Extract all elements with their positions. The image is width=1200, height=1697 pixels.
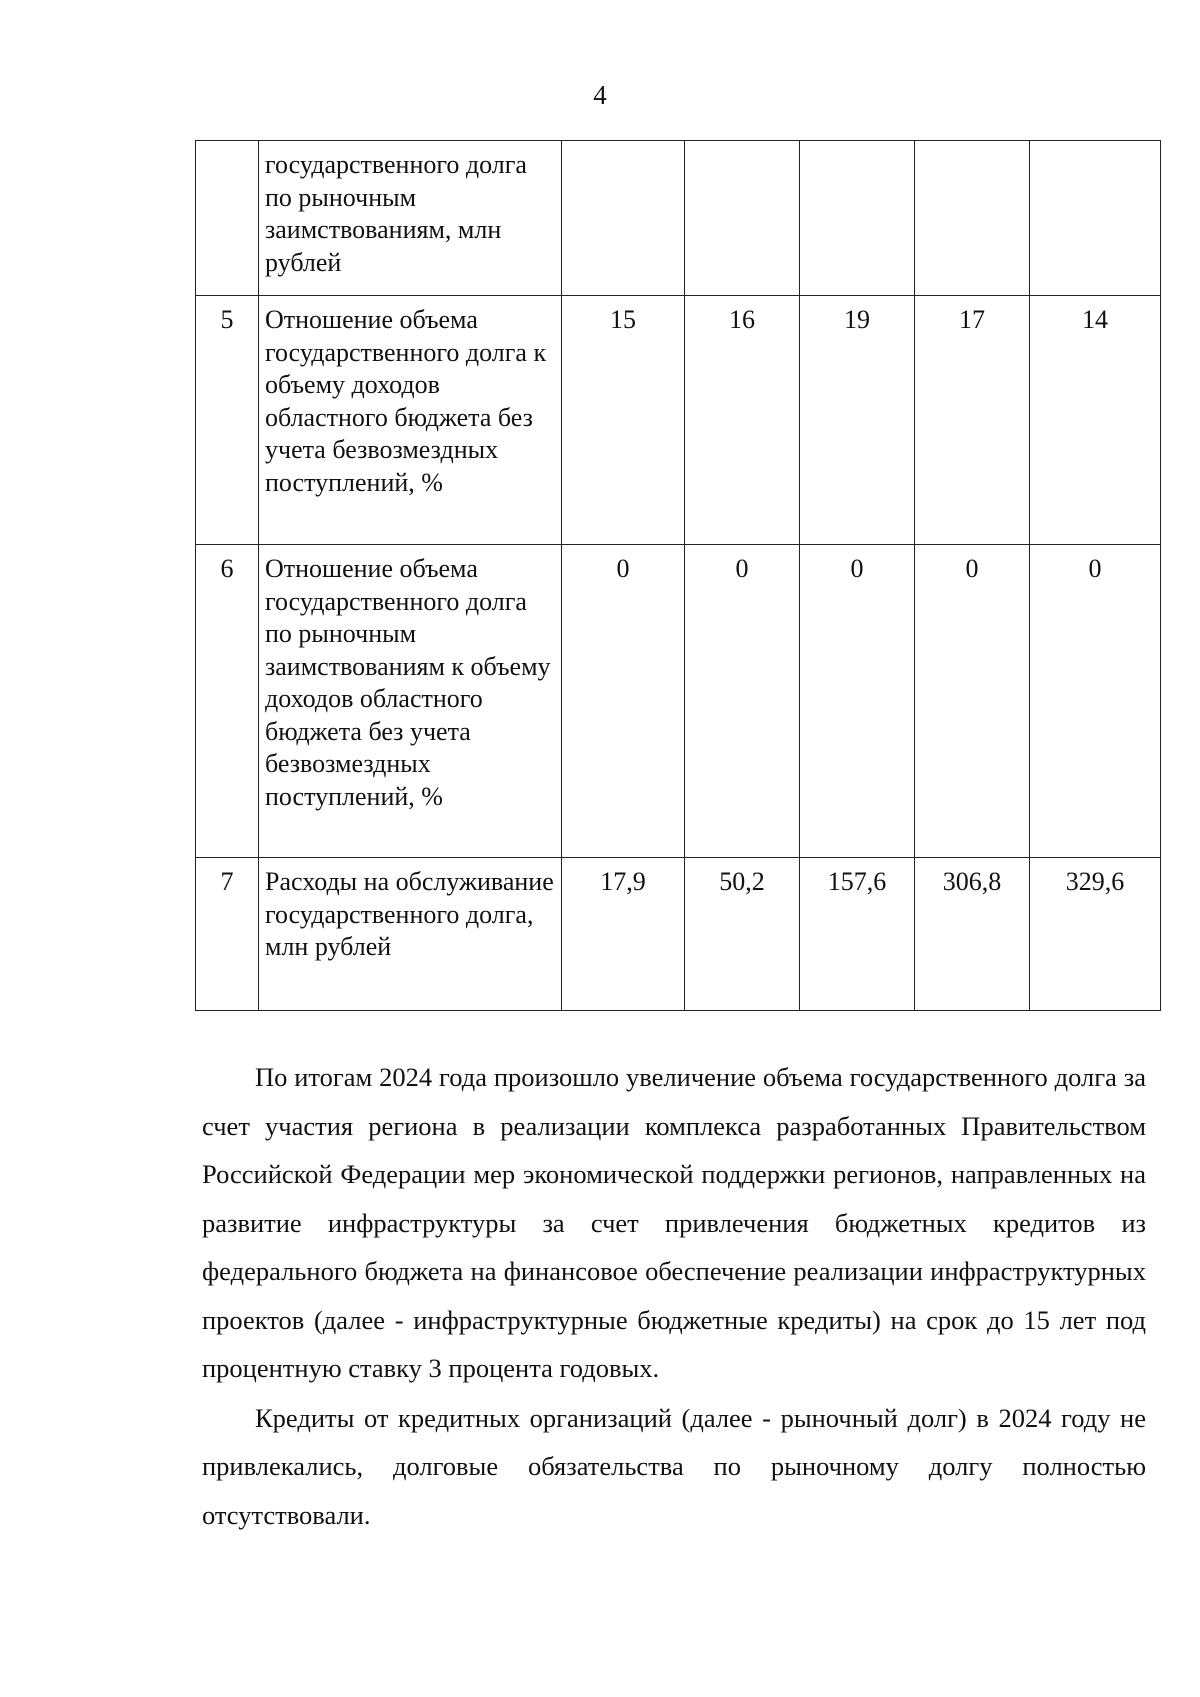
- table-cell: 157,6: [800, 858, 915, 1011]
- body-text: [202, 1053, 1146, 1539]
- table-cell: 306,8: [915, 858, 1030, 1011]
- table-cell: 19: [800, 296, 915, 545]
- table-row: [196, 296, 1161, 545]
- row-label: государственного долга по рыночным заимствованиям, млн рублей: [259, 141, 562, 296]
- row-label: Расходы на обслуживание государственного долга, млн рублей: [259, 858, 562, 1011]
- table-cell: [685, 141, 800, 296]
- row-number: 5: [196, 296, 259, 545]
- table-cell: 15: [562, 296, 685, 545]
- row-number: [196, 141, 259, 296]
- page-number: 4: [593, 80, 607, 110]
- table-cell: 17: [915, 296, 1030, 545]
- table-cell: [562, 141, 685, 296]
- table-cell: 329,6: [1030, 858, 1161, 1011]
- table-cell: 14: [1030, 296, 1161, 545]
- table-cell: 0: [685, 545, 800, 858]
- row-label: Отношение объема государственного долга к объему доходов областного бюджета без учета безвозмездных поступлений, %: [259, 296, 562, 545]
- table-row: [196, 141, 1161, 296]
- table-cell: 0: [562, 545, 685, 858]
- paragraph: По итогам 2024 года произошло увеличение объема государственного долга за счет участия региона в реализации комплекса разработанных Правительством Российской Федерации мер экономической поддержки регионов, направленных на развитие инфраструктуры за счет привлечения бюджетных кредитов из федерального бюджета на финансовое обеспечение реализации инфраструктурных проектов (далее - инфраструктурные бюджетные кредиты) на срок до 15 лет под процентную ставку 3 процента годовых.: [202, 1062, 1146, 1383]
- table-cell: 16: [685, 296, 800, 545]
- table-cell: [1030, 141, 1161, 296]
- table-row: [196, 545, 1161, 858]
- table-cell: 50,2: [685, 858, 800, 1011]
- table-cell: [915, 141, 1030, 296]
- paragraph: Кредиты от кредитных организаций (далее - рыночный долг) в 2024 году не привлекались, долговые обязательства по рыночному долгу полностью отсутствовали.: [202, 1402, 1146, 1530]
- table-cell: [800, 141, 915, 296]
- table-cell: 0: [800, 545, 915, 858]
- table-row: [196, 858, 1161, 1011]
- table-cell: 17,9: [562, 858, 685, 1011]
- table-cell: 0: [1030, 545, 1161, 858]
- row-number: 7: [196, 858, 259, 1011]
- row-number: 6: [196, 545, 259, 858]
- table-cell: 0: [915, 545, 1030, 858]
- debt-indicators-table: [195, 140, 1161, 1011]
- row-label: Отношение объема государственного долга по рыночным заимствованиям к объему доходов областного бюджета без учета безвозмездных поступлений, %: [259, 545, 562, 858]
